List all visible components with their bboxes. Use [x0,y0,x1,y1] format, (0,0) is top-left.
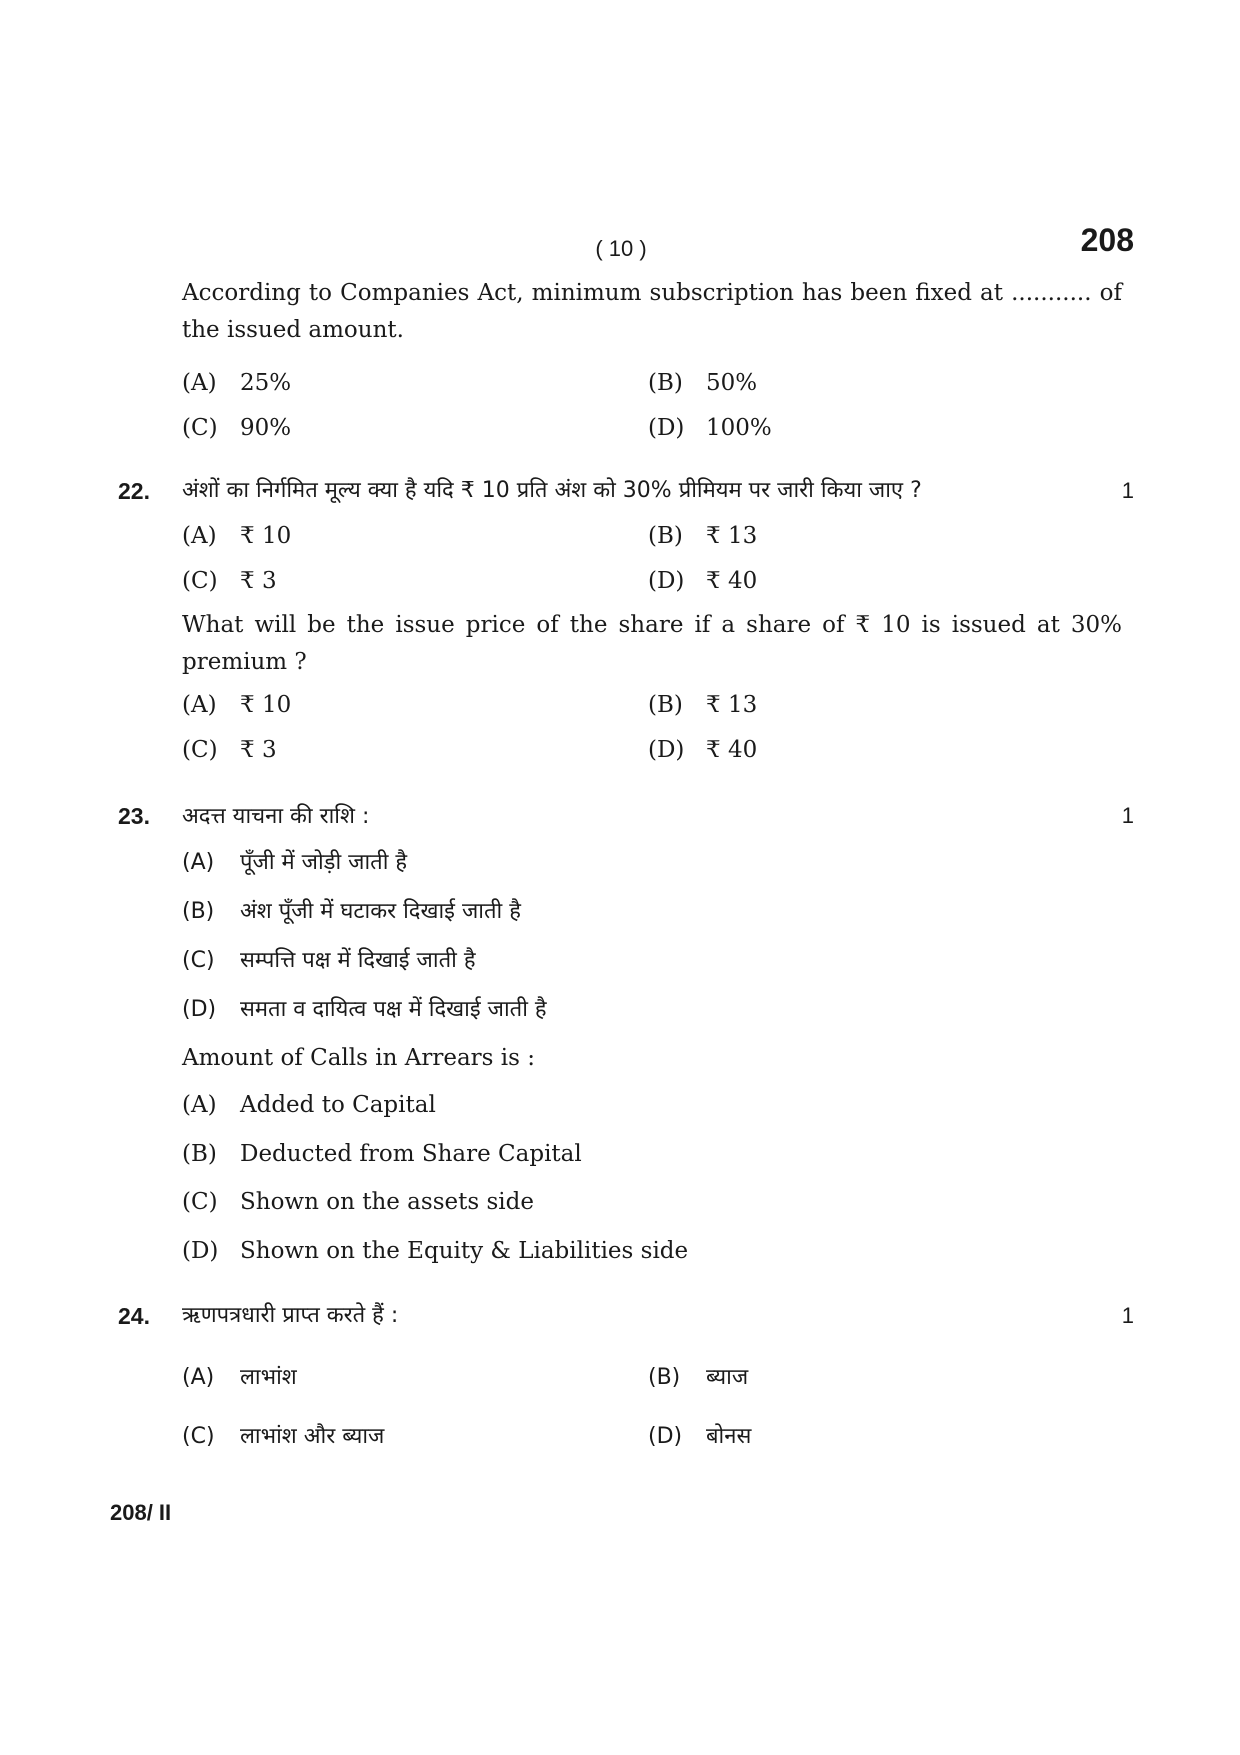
option-label: (B) [648,1365,681,1390]
q24-option-a [182,1363,297,1393]
q21-option-c [182,413,291,443]
q23-option-c-hi [182,946,476,976]
option-text: लाभांश [240,1365,297,1390]
option-label: (A) [182,692,217,718]
option-text: बोनस [706,1424,752,1449]
option-label: (C) [182,415,218,441]
q23-number: 23. [118,803,150,829]
option-text: ₹ 10 [240,523,292,549]
footer-code: 208/ II [110,1500,172,1525]
option-label: (C) [182,737,218,763]
q23-option-b-hi [182,897,521,927]
option-text: 100% [706,415,772,441]
q22-option-c-hi [182,566,277,596]
option-label: (B) [648,692,683,718]
option-text: ₹ 3 [240,737,277,763]
q22-stem-en: What will be the issue price of the share if a share of ₹ 10 is issued at 30% premium ? [182,612,1122,675]
option-label: (D) [182,1238,219,1264]
q23-stem-hi: अदत्त याचना की राशि : [182,804,370,829]
option-text: Shown on the Equity & Liabilities side [240,1238,689,1264]
q23-option-c-en [182,1187,534,1217]
q24-option-c [182,1422,384,1452]
q22-option-c-en [182,735,277,765]
option-label: (A) [182,1365,215,1390]
option-text: Shown on the assets side [240,1189,534,1215]
q22-marks: 1 [1121,478,1134,503]
option-text: समता व दायित्व पक्ष में दिखाई जाती है [240,997,547,1022]
q23-option-a-en [182,1090,436,1120]
option-text: ₹ 40 [706,737,758,763]
option-label: (A) [182,1092,217,1118]
option-text: Deducted from Share Capital [240,1141,582,1167]
q23-option-d-hi [182,995,547,1025]
option-label: (A) [182,523,217,549]
q24-marks: 1 [1121,1303,1134,1328]
option-label: (C) [182,1424,215,1449]
option-text: ₹ 10 [240,692,292,718]
option-text: अंश पूँजी में घटाकर दिखाई जाती है [240,899,521,924]
option-label: (D) [648,568,685,594]
option-label: (A) [182,370,217,396]
q22-option-b-en [648,690,757,720]
option-label: (B) [182,1141,217,1167]
q21-option-d [648,413,772,443]
q22-option-b-hi [648,521,757,551]
option-label: (D) [648,737,685,763]
option-text: सम्पत्ति पक्ष में दिखाई जाती है [240,948,476,973]
option-text: Added to Capital [240,1092,436,1118]
q24-option-d [648,1422,751,1452]
q22-option-d-hi [648,566,757,596]
option-label: (D) [648,1424,683,1449]
q21-option-a [182,368,291,398]
q24-stem-hi: ऋणपत्रधारी प्राप्त करते हैं : [182,1303,399,1328]
q23-option-d-en [182,1236,688,1266]
option-label: (B) [648,523,683,549]
option-text: 25% [240,370,292,396]
q22-number: 22. [118,478,150,504]
q24-option-b [648,1363,748,1393]
paper-code: 208 [1080,222,1134,258]
option-text: ब्याज [706,1365,749,1390]
option-label: (D) [182,997,217,1022]
q22-option-a-hi [182,521,291,551]
q23-option-a-hi [182,848,407,878]
q23-stem-en: Amount of Calls in Arrears is : [182,1045,535,1071]
q21-option-b [648,368,757,398]
q24-number: 24. [118,1303,150,1329]
option-text: लाभांश और ब्याज [240,1424,385,1449]
option-text: 90% [240,415,292,441]
option-text: 50% [706,370,758,396]
q21-stem-en: According to Companies Act, minimum subscription has been fixed at ........... of the issued amount. [182,280,1122,343]
option-label: (B) [648,370,683,396]
option-label: (C) [182,568,218,594]
option-text: पूँजी में जोड़ी जाती है [240,850,408,875]
option-text: ₹ 3 [240,568,277,594]
option-label: (A) [182,850,215,875]
q22-option-a-en [182,690,291,720]
option-label: (C) [182,948,215,973]
q23-option-b-en [182,1139,582,1169]
option-label: (C) [182,1189,218,1215]
option-text: ₹ 13 [706,692,758,718]
option-text: ₹ 40 [706,568,758,594]
page-number: ( 10 ) [595,236,647,261]
q22-stem-hi: अंशों का निर्गमित मूल्य क्या है यदि ₹ 10 प्रति अंश को 30% प्रीमियम पर जारी किया जाए ? [182,478,922,503]
q22-option-d-en [648,735,757,765]
option-text: ₹ 13 [706,523,758,549]
option-label: (D) [648,415,685,441]
q23-marks: 1 [1121,803,1134,828]
option-label: (B) [182,899,215,924]
